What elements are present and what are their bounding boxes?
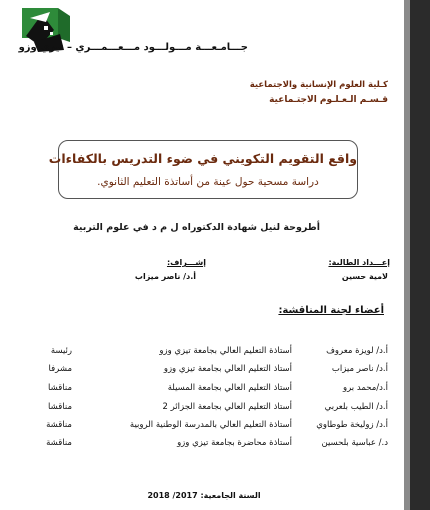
thesis-subtitle: دراسة مسحية حول عينة من أساتذة التعليم الثانوي. <box>97 176 319 188</box>
member-name: أ.د/ ناصر ميزاب <box>331 364 388 374</box>
student-name: لامية حسين <box>341 272 388 281</box>
member-name: د./ عباسية بلحسين <box>321 438 388 448</box>
member-position: أستاذ التعليم العالي بجامعة الجزائر 2 <box>162 402 292 412</box>
department-name: قـسـم الـعـلـوم الاجتـماعية <box>269 95 388 105</box>
academic-year: السنة الجامعية: 2017/ 2018 <box>147 491 261 500</box>
faculty-name: كـلية العلوم الإنسانية والاجتماعية <box>249 80 388 90</box>
committee-row <box>6 438 402 454</box>
member-role: مناقشا <box>48 383 72 393</box>
supervisor-name: أ.د/ ناصر ميزاب <box>134 272 196 281</box>
committee-title: أعضاء لجنة المناقشة: <box>278 305 384 316</box>
member-position: أستاذة التعليم العالي بالمدرسة الوطنية الروبية <box>129 420 292 430</box>
student-label: إعـــداد الطالبة: <box>328 258 390 267</box>
thesis-title: واقع التقويم التكويني في ضوء التدريس بالكفاءات <box>48 151 357 166</box>
committee-row <box>6 364 402 380</box>
committee-row <box>6 383 402 399</box>
viewer-scrollbar[interactable] <box>404 0 410 510</box>
document-page <box>6 0 402 510</box>
committee-row <box>6 420 402 436</box>
member-position: أستاذ التعليم العالي بجامعة المسيلة <box>167 383 292 393</box>
thesis-degree-line: أطروحة لنيل شهادة الدكتوراه ل م د في علوم التربية <box>73 222 320 233</box>
title-box <box>48 140 358 199</box>
supervisor-label: إشـــراف: <box>166 258 206 267</box>
member-name: أ.د/ لويزة معروف <box>326 346 388 356</box>
member-position: أستاذة محاضرة بجامعة تيزي وزو <box>177 438 292 448</box>
member-role: رئيسة <box>50 346 72 356</box>
viewer-side-panel <box>404 0 430 510</box>
member-role: مناقشة <box>46 438 72 448</box>
member-name: أ.د/محمد برو <box>343 383 388 393</box>
member-name: أ.د/ زوليخة طوطاوي <box>316 420 388 430</box>
committee-row <box>6 346 402 362</box>
member-position: أستاذ التعليم العالي بجامعة تيزي وزو <box>163 364 292 374</box>
committee-row <box>6 402 402 418</box>
member-role: مشرفا <box>48 364 72 374</box>
university-name: جـــامـعـــة مـــولـــود مـــعـــمـــري – تيزي وزو <box>18 42 248 53</box>
member-position: أستاذة التعليم العالي بجامعة تيزي وزو <box>159 346 292 356</box>
member-role: مناقشا <box>48 402 72 412</box>
member-name: أ.د/ الطيب بلعربي <box>324 402 388 412</box>
member-role: مناقشة <box>46 420 72 430</box>
